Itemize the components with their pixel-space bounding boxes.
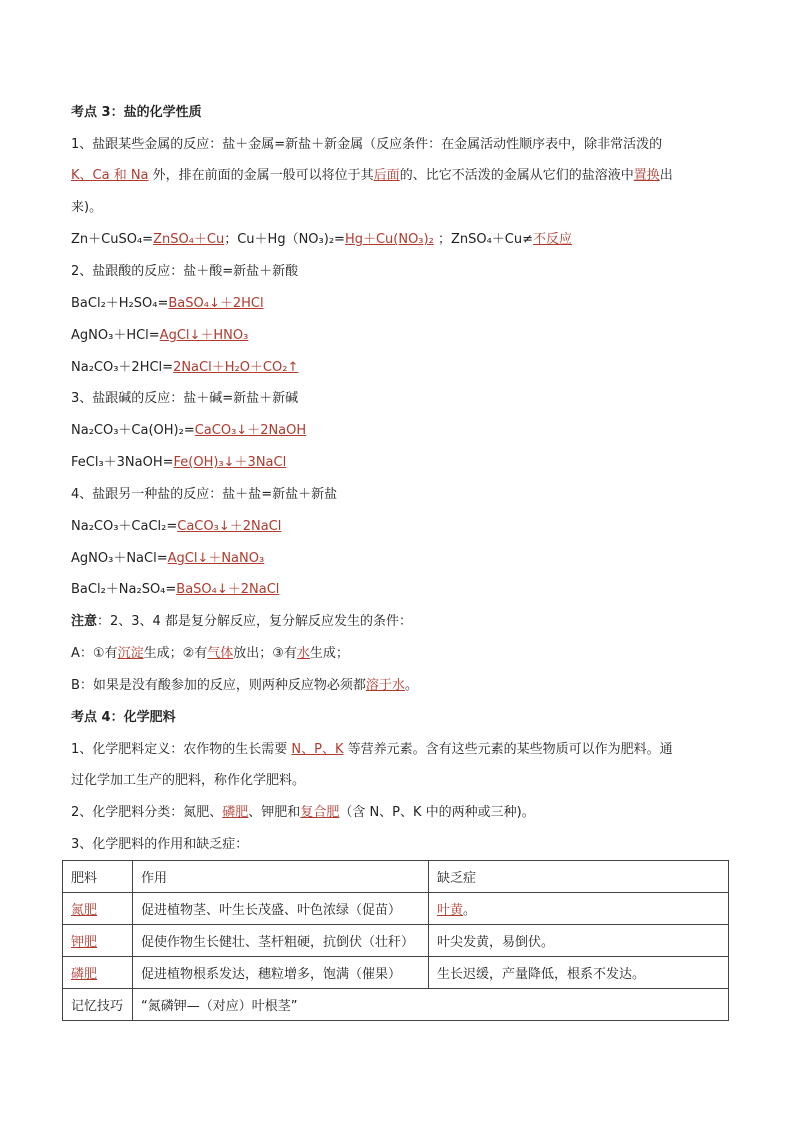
underlined-answer: 氮肥 (71, 903, 98, 918)
fertilizer-deficiency (429, 925, 729, 957)
text-run: 出 (659, 168, 673, 183)
underlined-answer: 磷肥 (222, 805, 249, 820)
text-run: 生成； (309, 646, 349, 661)
table-header-cell: 缺乏症 (429, 861, 729, 893)
equation-metal (71, 231, 734, 249)
text-run: 生长迟缓，产量降低，根系不发达。 (437, 967, 646, 982)
fertilizer-classification (71, 804, 734, 822)
fertilizer-effect: 促使作物生长健壮、茎杆粗硬，抗倒伏（壮秆） (133, 925, 429, 957)
underlined-answer: 钾肥 (71, 935, 98, 950)
equation-acid (71, 359, 734, 377)
equation-left: Na₂CO₃＋2HCl= (71, 360, 174, 375)
fertilizer-deficiency (429, 893, 729, 925)
table-row (63, 957, 729, 989)
text-run: 、钾肥和 (248, 805, 301, 820)
text-run: （含 N、P、K 中的两种或三种)。 (339, 805, 535, 820)
paragraph-salt-acid: 2、盐跟酸的反应：盐＋酸=新盐＋新酸 (71, 264, 299, 279)
equation-base (71, 454, 734, 472)
text-run: 的、比它不活泼的金属从它们的盐溶液中 (399, 168, 634, 183)
equation-acid (71, 327, 734, 345)
equation-acid (71, 295, 734, 313)
text-run: B：如果是没有酸参加的反应，则两种反应物必须都 (71, 678, 366, 693)
equation-left: Na₂CO₃＋CaCl₂= (71, 519, 178, 534)
text-run: 。 (463, 903, 477, 918)
fertilizer-name (63, 957, 133, 989)
text-run: 2、化学肥料分类：氮肥、 (71, 805, 223, 820)
text-run: Zn＋CuSO₄= (71, 232, 154, 247)
underlined-answer: 沉淀 (117, 646, 144, 661)
underlined-answer: N、P、K (291, 742, 344, 757)
text-run: 。 (404, 678, 418, 693)
underlined-answer: AgCl↓＋NaNO₃ (167, 551, 265, 566)
memory-tip-label: 记忆技巧 (63, 989, 133, 1021)
equation-base (71, 422, 734, 440)
underlined-answer: BaSO₄↓＋2NaCl (176, 582, 280, 597)
heading-salt-properties: 考点 3：盐的化学性质 (71, 105, 202, 120)
text-run: 叶尖发黄，易倒伏。 (437, 935, 555, 950)
memory-tip-text: “氮磷钾—（对应）叶根茎” (133, 989, 729, 1021)
text-run: 1、化学肥料定义：农作物的生长需要 (71, 742, 292, 757)
underlined-answer: AgCl↓＋HNO₃ (159, 328, 249, 343)
underlined-answer: 磷肥 (71, 967, 98, 982)
text-run: 放出；③有 (233, 646, 297, 661)
fertilizer-effects-title: 3、化学肥料的作用和缺乏症： (71, 837, 249, 852)
table-header-cell: 作用 (133, 861, 429, 893)
text-run: ；ZnSO₄＋Cu≠ (433, 232, 533, 247)
paragraph-salt-metal-2 (71, 167, 734, 185)
table-row (63, 925, 729, 957)
equation-left: Na₂CO₃＋Ca(OH)₂= (71, 423, 195, 438)
equation-left: AgNO₃＋HCl= (71, 328, 160, 343)
table-header-cell: 肥料 (63, 861, 133, 893)
underlined-answer: 复合肥 (300, 805, 340, 820)
paragraph-salt-base: 3、盐跟碱的反应：盐＋碱=新盐＋新碱 (71, 391, 299, 406)
underlined-answer: 置换 (633, 168, 660, 183)
underlined-answer: 气体 (207, 646, 234, 661)
text-run: ；Cu＋Hg（NO₃)₂= (224, 232, 345, 247)
equation-left: FeCl₃＋3NaOH= (71, 455, 174, 470)
underlined-answer: 后面 (373, 168, 400, 183)
paragraph-salt-metal: 1、盐跟某些金属的反应：盐＋金属=新盐＋新金属（反应条件：在金属活动性顺序表中，除非常活泼的 (71, 137, 663, 152)
fertilizer-definition-2: 过化学加工生产的肥料，称作化学肥料。 (71, 773, 306, 788)
table-row (63, 893, 729, 925)
fertilizer-effect: 促进植物根系发达，穗粒增多，饱满（催果） (133, 957, 429, 989)
heading-fertilizer: 考点 4：化学肥料 (71, 710, 176, 725)
table-row (63, 989, 729, 1021)
equation-left: BaCl₂＋Na₂SO₄= (71, 582, 177, 597)
paragraph-salt-metal-3: 来)。 (71, 200, 103, 215)
fertilizer-definition (71, 741, 734, 759)
fertilizer-name (63, 925, 133, 957)
fertilizer-table (62, 860, 729, 1021)
underlined-answer: 不反应 (533, 232, 573, 247)
underlined-answer: 叶黄 (437, 903, 464, 918)
equation-salt (71, 550, 734, 568)
underlined-answer: 溶于水 (365, 678, 405, 693)
underlined-answer: CaCO₃↓＋2NaOH (194, 423, 307, 438)
text-run: 等营养元素。含有这些元素的某些物质可以作为肥料。通 (343, 742, 673, 757)
note (71, 613, 734, 631)
text-run: 生成；②有 (143, 646, 208, 661)
text-run: A：①有 (71, 646, 118, 661)
fertilizer-name (63, 893, 133, 925)
underlined-answer: 水 (296, 646, 310, 661)
underlined-answer: 2NaCl＋H₂O＋CO₂↑ (173, 360, 299, 375)
condition-a (71, 645, 734, 663)
equation-left: AgNO₃＋NaCl= (71, 551, 168, 566)
underlined-answer: Fe(OH)₃↓＋3NaCl (173, 455, 287, 470)
underlined-answer: K、Ca 和 Na (71, 168, 149, 183)
fertilizer-effect: 促进植物茎、叶生长茂盛、叶色浓绿（促苗） (133, 893, 429, 925)
equation-left: BaCl₂＋H₂SO₄= (71, 296, 169, 311)
underlined-answer: ZnSO₄＋Cu (153, 232, 225, 247)
equation-salt (71, 518, 734, 536)
equation-salt (71, 581, 734, 599)
note-label: 注意 (71, 614, 98, 629)
text-run: 外，排在前面的金属一般可以将位于其 (148, 168, 374, 183)
underlined-answer: BaSO₄↓＋2HCl (168, 296, 264, 311)
paragraph-salt-salt: 4、盐跟另一种盐的反应：盐＋盐=新盐＋新盐 (71, 487, 338, 502)
underlined-answer: CaCO₃↓＋2NaCl (177, 519, 282, 534)
table-header-row (63, 861, 729, 893)
condition-b (71, 677, 734, 695)
note-text: ：2、3、4 都是复分解反应，复分解反应发生的条件： (97, 614, 412, 629)
underlined-answer: Hg＋Cu(NO₃)₂ (344, 232, 434, 247)
fertilizer-deficiency (429, 957, 729, 989)
